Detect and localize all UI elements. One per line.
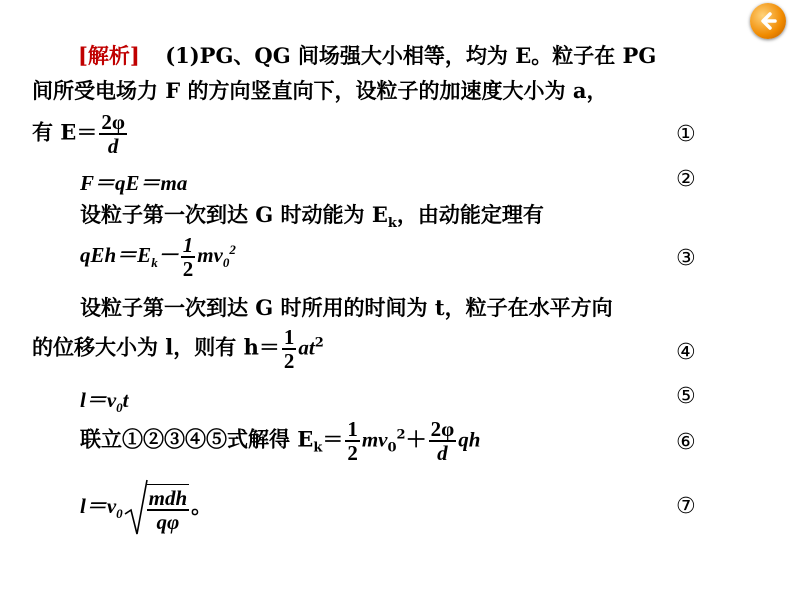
eq4-tail: at: [298, 335, 315, 360]
eq3-tail: mv: [197, 242, 223, 267]
fraction-mdh-over-qphi: [147, 484, 190, 533]
solution-line-2: [32, 75, 607, 105]
equation-mark-7: ⑦: [676, 494, 696, 519]
fraction-one-half-3: [345, 418, 360, 464]
eq1-prefix: 有 E＝: [32, 119, 98, 145]
eq3-den: 2: [182, 257, 194, 281]
eq6-den1: 2: [347, 441, 358, 465]
eq6-num1: 1: [347, 417, 358, 441]
equation-mark-1: ①: [676, 122, 696, 147]
equation-6: [80, 418, 480, 464]
eq6-prefix: 联立①②③④⑤式解得 E: [80, 426, 314, 452]
equation-2: F＝qE＝ma: [80, 171, 188, 195]
solution-text-2: 间所受电场力 F 的方向竖直向下，设粒子的加速度大小为 a，: [32, 78, 608, 103]
equation-3: [80, 234, 236, 280]
eq7-sub: 0: [116, 506, 123, 521]
eq3-minus: －: [157, 242, 179, 267]
eq6-den2: d: [437, 441, 448, 465]
eq7-num: mdh: [148, 485, 188, 510]
eq5-text: l＝v: [80, 388, 117, 412]
eq6-eq: ＝: [322, 426, 344, 452]
eq5-sub: 0: [116, 400, 123, 416]
eq6-num2: 2φ: [430, 417, 455, 441]
equation-mark-6: ⑥: [676, 430, 696, 455]
equation-7: [80, 478, 212, 538]
eq4-num: 1: [283, 325, 295, 349]
eq7-prefix: l＝v: [80, 493, 117, 518]
solution-line-4: 设粒子第一次到达 G 时所用的时间为 t，粒子在水平方向: [80, 295, 613, 320]
equation-4: [32, 326, 324, 372]
equation-mark-5: ⑤: [676, 384, 696, 409]
fraction-one-half: [181, 234, 196, 280]
line3-text: 设粒子第一次到达 G 时动能为 E: [80, 202, 388, 227]
solution-tag: [解析]: [78, 43, 140, 68]
equation-1: [32, 111, 129, 157]
equation-mark-3: ③: [676, 246, 696, 271]
eq3-tsub: 0: [222, 255, 230, 270]
eq6-msup: 2: [396, 427, 406, 443]
solution-text-1: (1)PG、QG 间场强大小相等，均为 E。粒子在 PG: [165, 43, 657, 68]
eq3-sub: k: [151, 255, 158, 270]
fraction-one-half-2: [282, 326, 297, 372]
solution-line-1: [78, 40, 656, 70]
eq4-den: 2: [283, 349, 295, 373]
fraction-2phi-over-d-2: [429, 418, 457, 464]
eq6-tail: qh: [458, 427, 481, 452]
eq3-tsup: 2: [229, 241, 236, 257]
line3-sub: k: [387, 216, 397, 232]
equation-5: [80, 384, 129, 416]
eq4-sup: 2: [314, 335, 324, 351]
eq1-num: 2φ: [101, 110, 125, 134]
radical-sign-icon: [123, 478, 149, 538]
eq6-mid: mv: [361, 427, 388, 452]
eq4-prefix: 的位移大小为 l，则有 h＝: [32, 334, 280, 360]
eq6-sub: k: [313, 440, 323, 456]
equation-mark-4: ④: [676, 340, 696, 365]
line3-tail: ，由动能定理有: [396, 202, 544, 227]
fraction-2phi-over-d: [99, 111, 127, 157]
solution-line-3: [80, 199, 544, 231]
eq7-den: qφ: [156, 509, 180, 534]
arrow-left-icon: [756, 9, 780, 33]
back-button[interactable]: [750, 3, 786, 39]
equation-mark-2: ②: [676, 167, 696, 192]
eq3-prefix: qEh＝E: [80, 242, 152, 267]
eq7-tail: 。: [191, 493, 213, 518]
eq1-den: d: [107, 134, 119, 158]
eq3-num: 1: [182, 233, 194, 257]
square-root: [123, 478, 192, 538]
eq6-plus: ＋: [405, 426, 427, 452]
eq5-tail: t: [122, 388, 129, 412]
eq6-msub: 0: [387, 440, 397, 456]
